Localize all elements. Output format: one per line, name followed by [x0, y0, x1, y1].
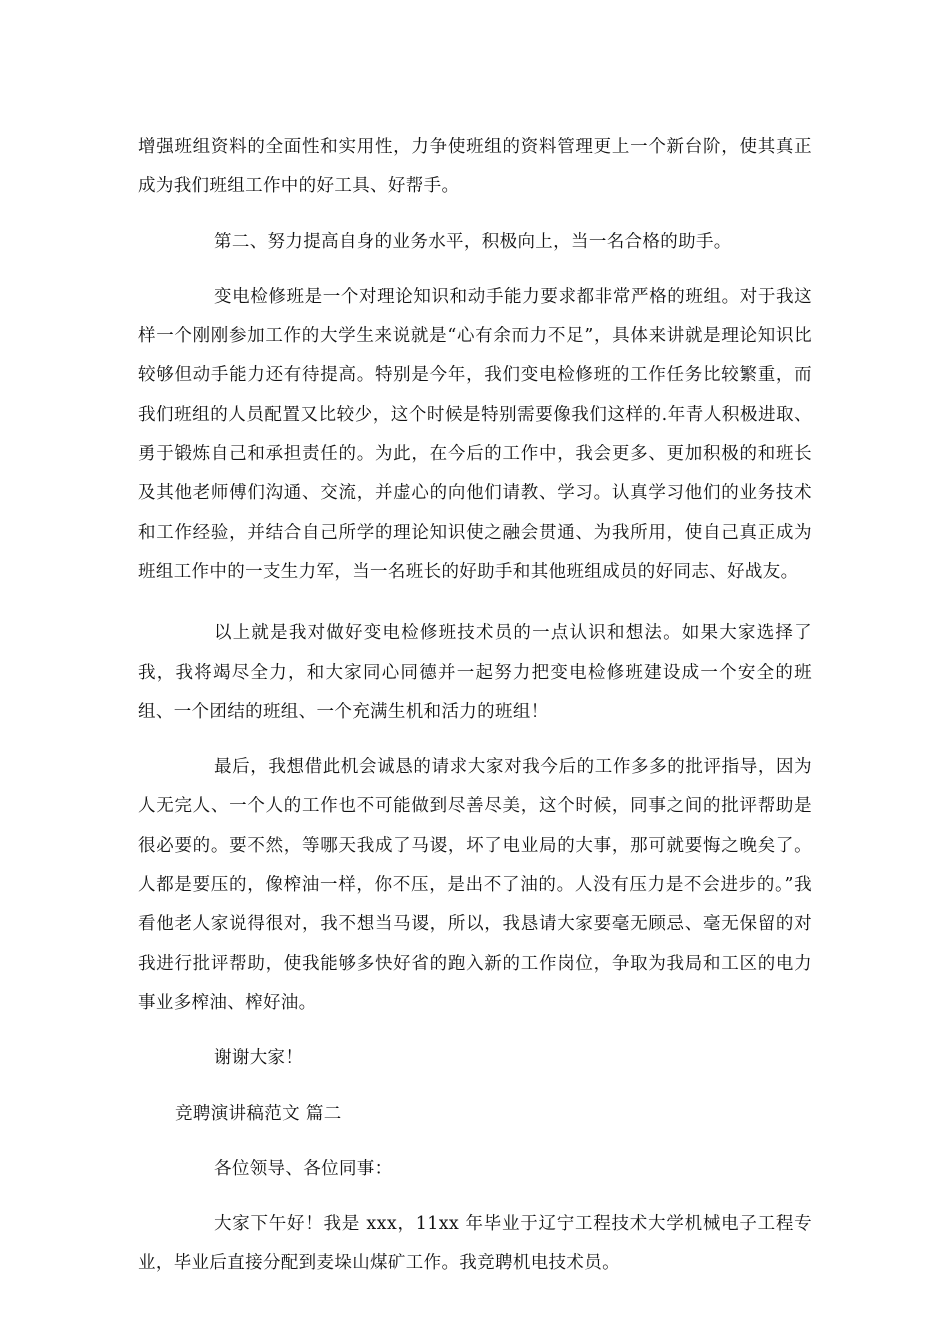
paragraph-body: 变电检修班是一个对理论知识和动手能力要求都非常严格的班组。对于我这样一个刚刚参加工作的大学生来说就是“心有余而力不足”，具体来讲就是理论知识比较够但动手能力还有待提高。特别是今年，我们变电检修班的工作任务比较繁重，而我们班组的人员配置又比较少，这个时候是特别需要像我们这样的.年青人积极进取、勇于锻炼自己和承担责任的。为此，在今后的工作中，我会更多、更加积极的和班长及其他老师傅们沟通、交流，并虚心的向他们请教、学习。认真学习他们的业务技术和工作经验，并结合自己所学的理论知识使之融会贯通、为我所用，使自己真正成为班组工作中的一支生力军，当一名班长的好助手和其他班组成员的好同志、好战友。	[138, 286, 812, 582]
section-heading: 竞聘演讲稿范文 篇二	[175, 1103, 342, 1124]
paragraph-introduction: 大家下午好！我是 xxx，11xx 年毕业于辽宁工程技术大学机械电子工程专业，毕业后直接分配到麦垛山煤矿工作。我竞聘机电技术员。	[138, 1214, 812, 1274]
paragraph-body: 最后，我想借此机会诚恳的请求大家对我今后的工作多多的批评指导，因为人无完人、一个人的工作也不可能做到尽善尽美，这个时候，同事之间的批评帮助是很必要的。要不然，等哪天我成了马谡，坏了电业局的大事，那可就要悔之晚矣了。人都是要压的，像榨油一样，你不压，是出不了油的。人没有压力是不会进步的。”我看他老人家说得很对，我不想当马谡，所以，我恳请大家要毫无顾忌、毫无保留的对我进行批评帮助，使我能够多快好省的跑入新的工作岗位，争取为我局和工区的电力事业多榨油、榨好油。	[138, 757, 812, 1013]
paragraph-salutation: 各位领导、各位同事：	[214, 1158, 393, 1179]
paragraph-thanks: 谢谢大家！	[214, 1048, 304, 1069]
paragraph-body: 以上就是我对做好变电检修班技术员的一点认识和想法。如果大家选择了我，我将竭尽全力，和大家同心同德并一起努力把变电检修班建设成一个安全的班组、一个团结的班组、一个充满生机和活力的班组！	[138, 623, 812, 722]
paragraph-continuation: 增强班组资料的全面性和实用性，力争使班组的资料管理更上一个新台阶，使其真正成为我们班组工作中的好工具、好帮手。	[138, 137, 812, 197]
paragraph-point-two: 第二、努力提高自身的业务水平，积极向上，当一名合格的助手。	[214, 231, 732, 252]
document-page	[138, 128, 812, 1284]
